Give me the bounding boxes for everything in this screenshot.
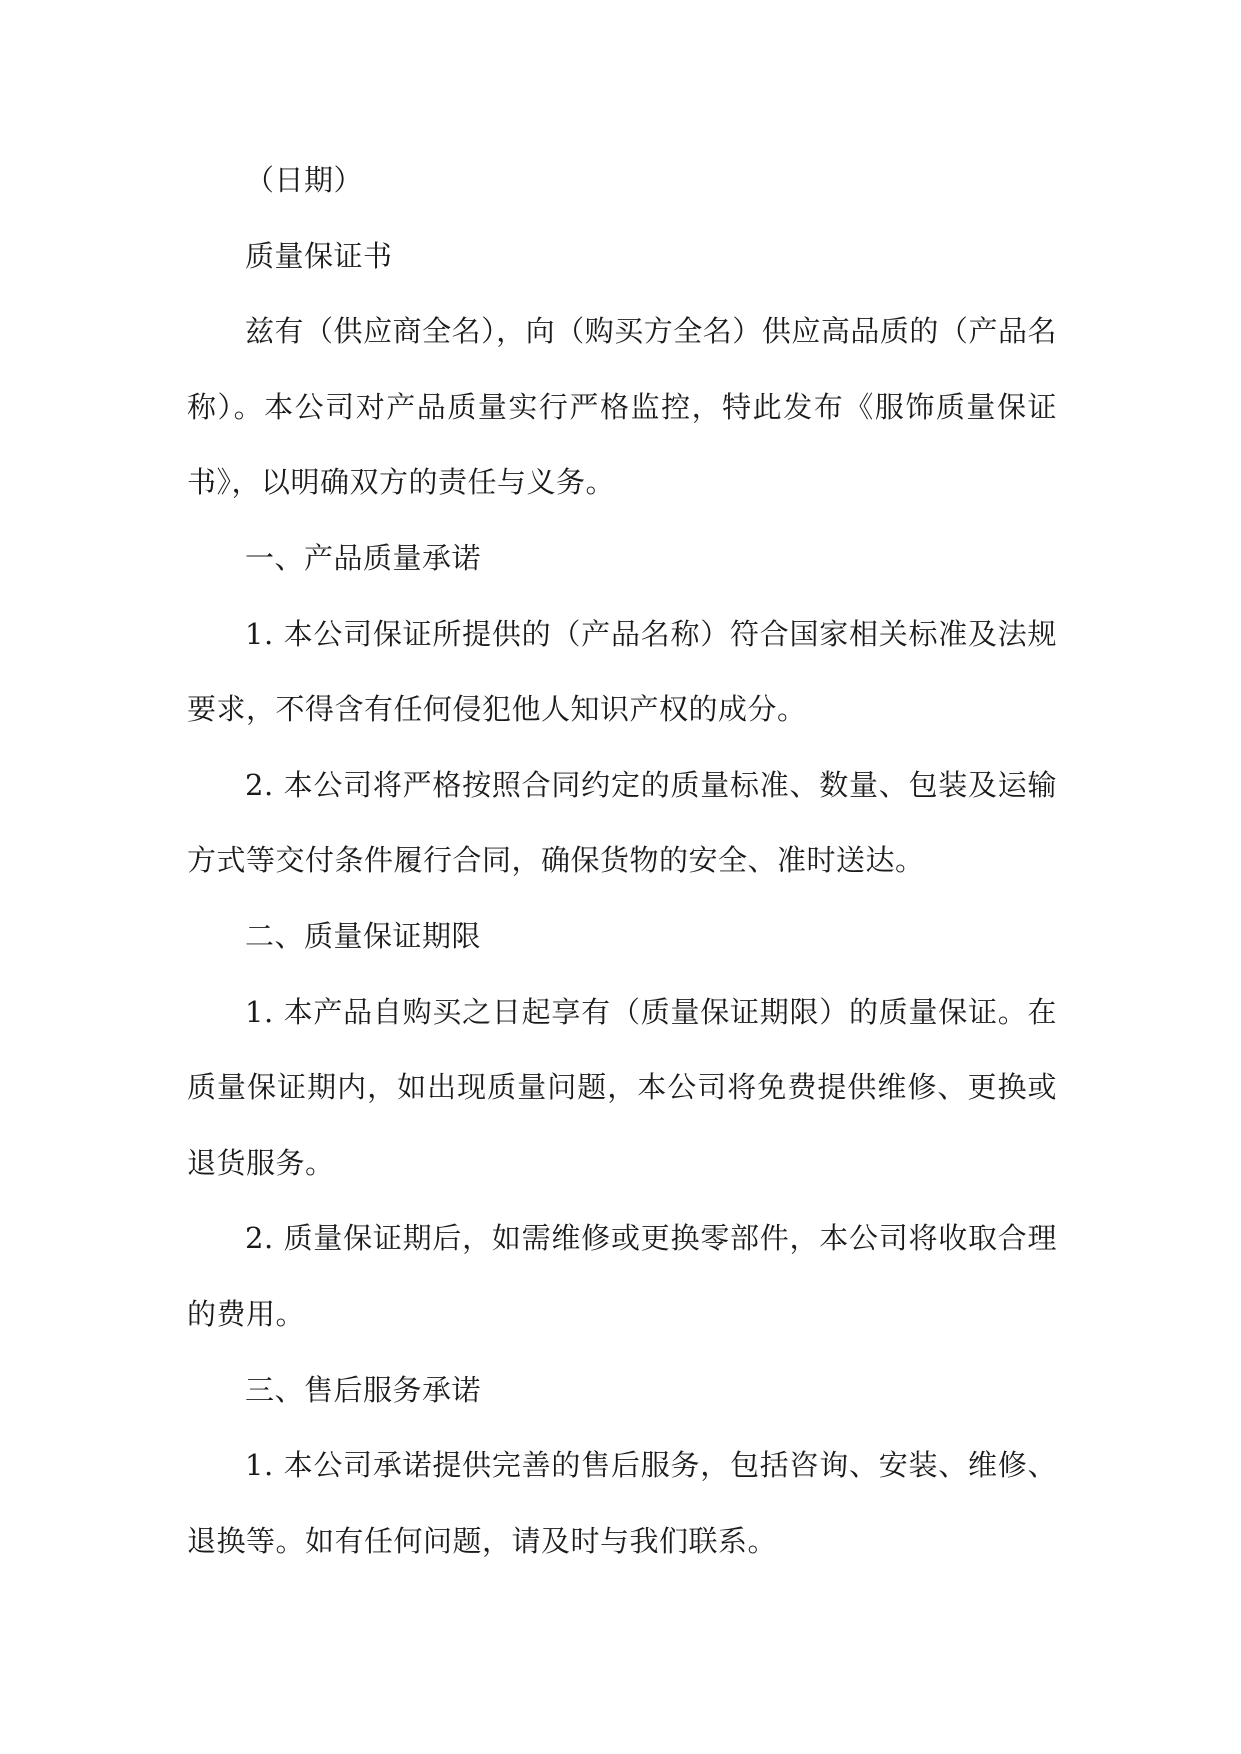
warranty-period-item-2: 2. 质量保证期后，如需维修或更换零部件，本公司将收取合理的费用。 <box>187 1221 1057 1331</box>
section-heading-quality-commitment: 一、产品质量承诺 <box>245 540 482 575</box>
after-sales-item-1: 1. 本公司承诺提供完善的售后服务，包括咨询、安装、维修、退换等。如有任何问题，请及时与我们联系。 <box>187 1448 1057 1558</box>
section-heading-after-sales: 三、售后服务承诺 <box>245 1372 482 1407</box>
document-title: 质量保证书 <box>245 238 393 273</box>
warranty-period-item-1: 1. 本产品自购买之日起享有（质量保证期限）的质量保证。在质量保证期内，如出现质量问题，本公司将免费提供维修、更换或退货服务。 <box>187 994 1057 1180</box>
date-line: （日期） <box>245 163 364 197</box>
intro-paragraph: 兹有（供应商全名），向（购买方全名）供应高品质的（产品名称）。本公司对产品质量实行严格监控，特此发布《服饰质量保证书》，以明确双方的责任与义务。 <box>187 314 1057 500</box>
quality-commitment-item-2: 2. 本公司将严格按照合同约定的质量标准、数量、包装及运输方式等交付条件履行合同，确保货物的安全、准时送达。 <box>187 767 1057 878</box>
document-body <box>187 143 1057 1579</box>
section-heading-warranty-period: 二、质量保证期限 <box>245 918 482 953</box>
quality-commitment-item-1: 1. 本公司保证所提供的（产品名称）符合国家相关标准及法规要求，不得含有任何侵犯他人知识产权的成分。 <box>187 616 1057 727</box>
